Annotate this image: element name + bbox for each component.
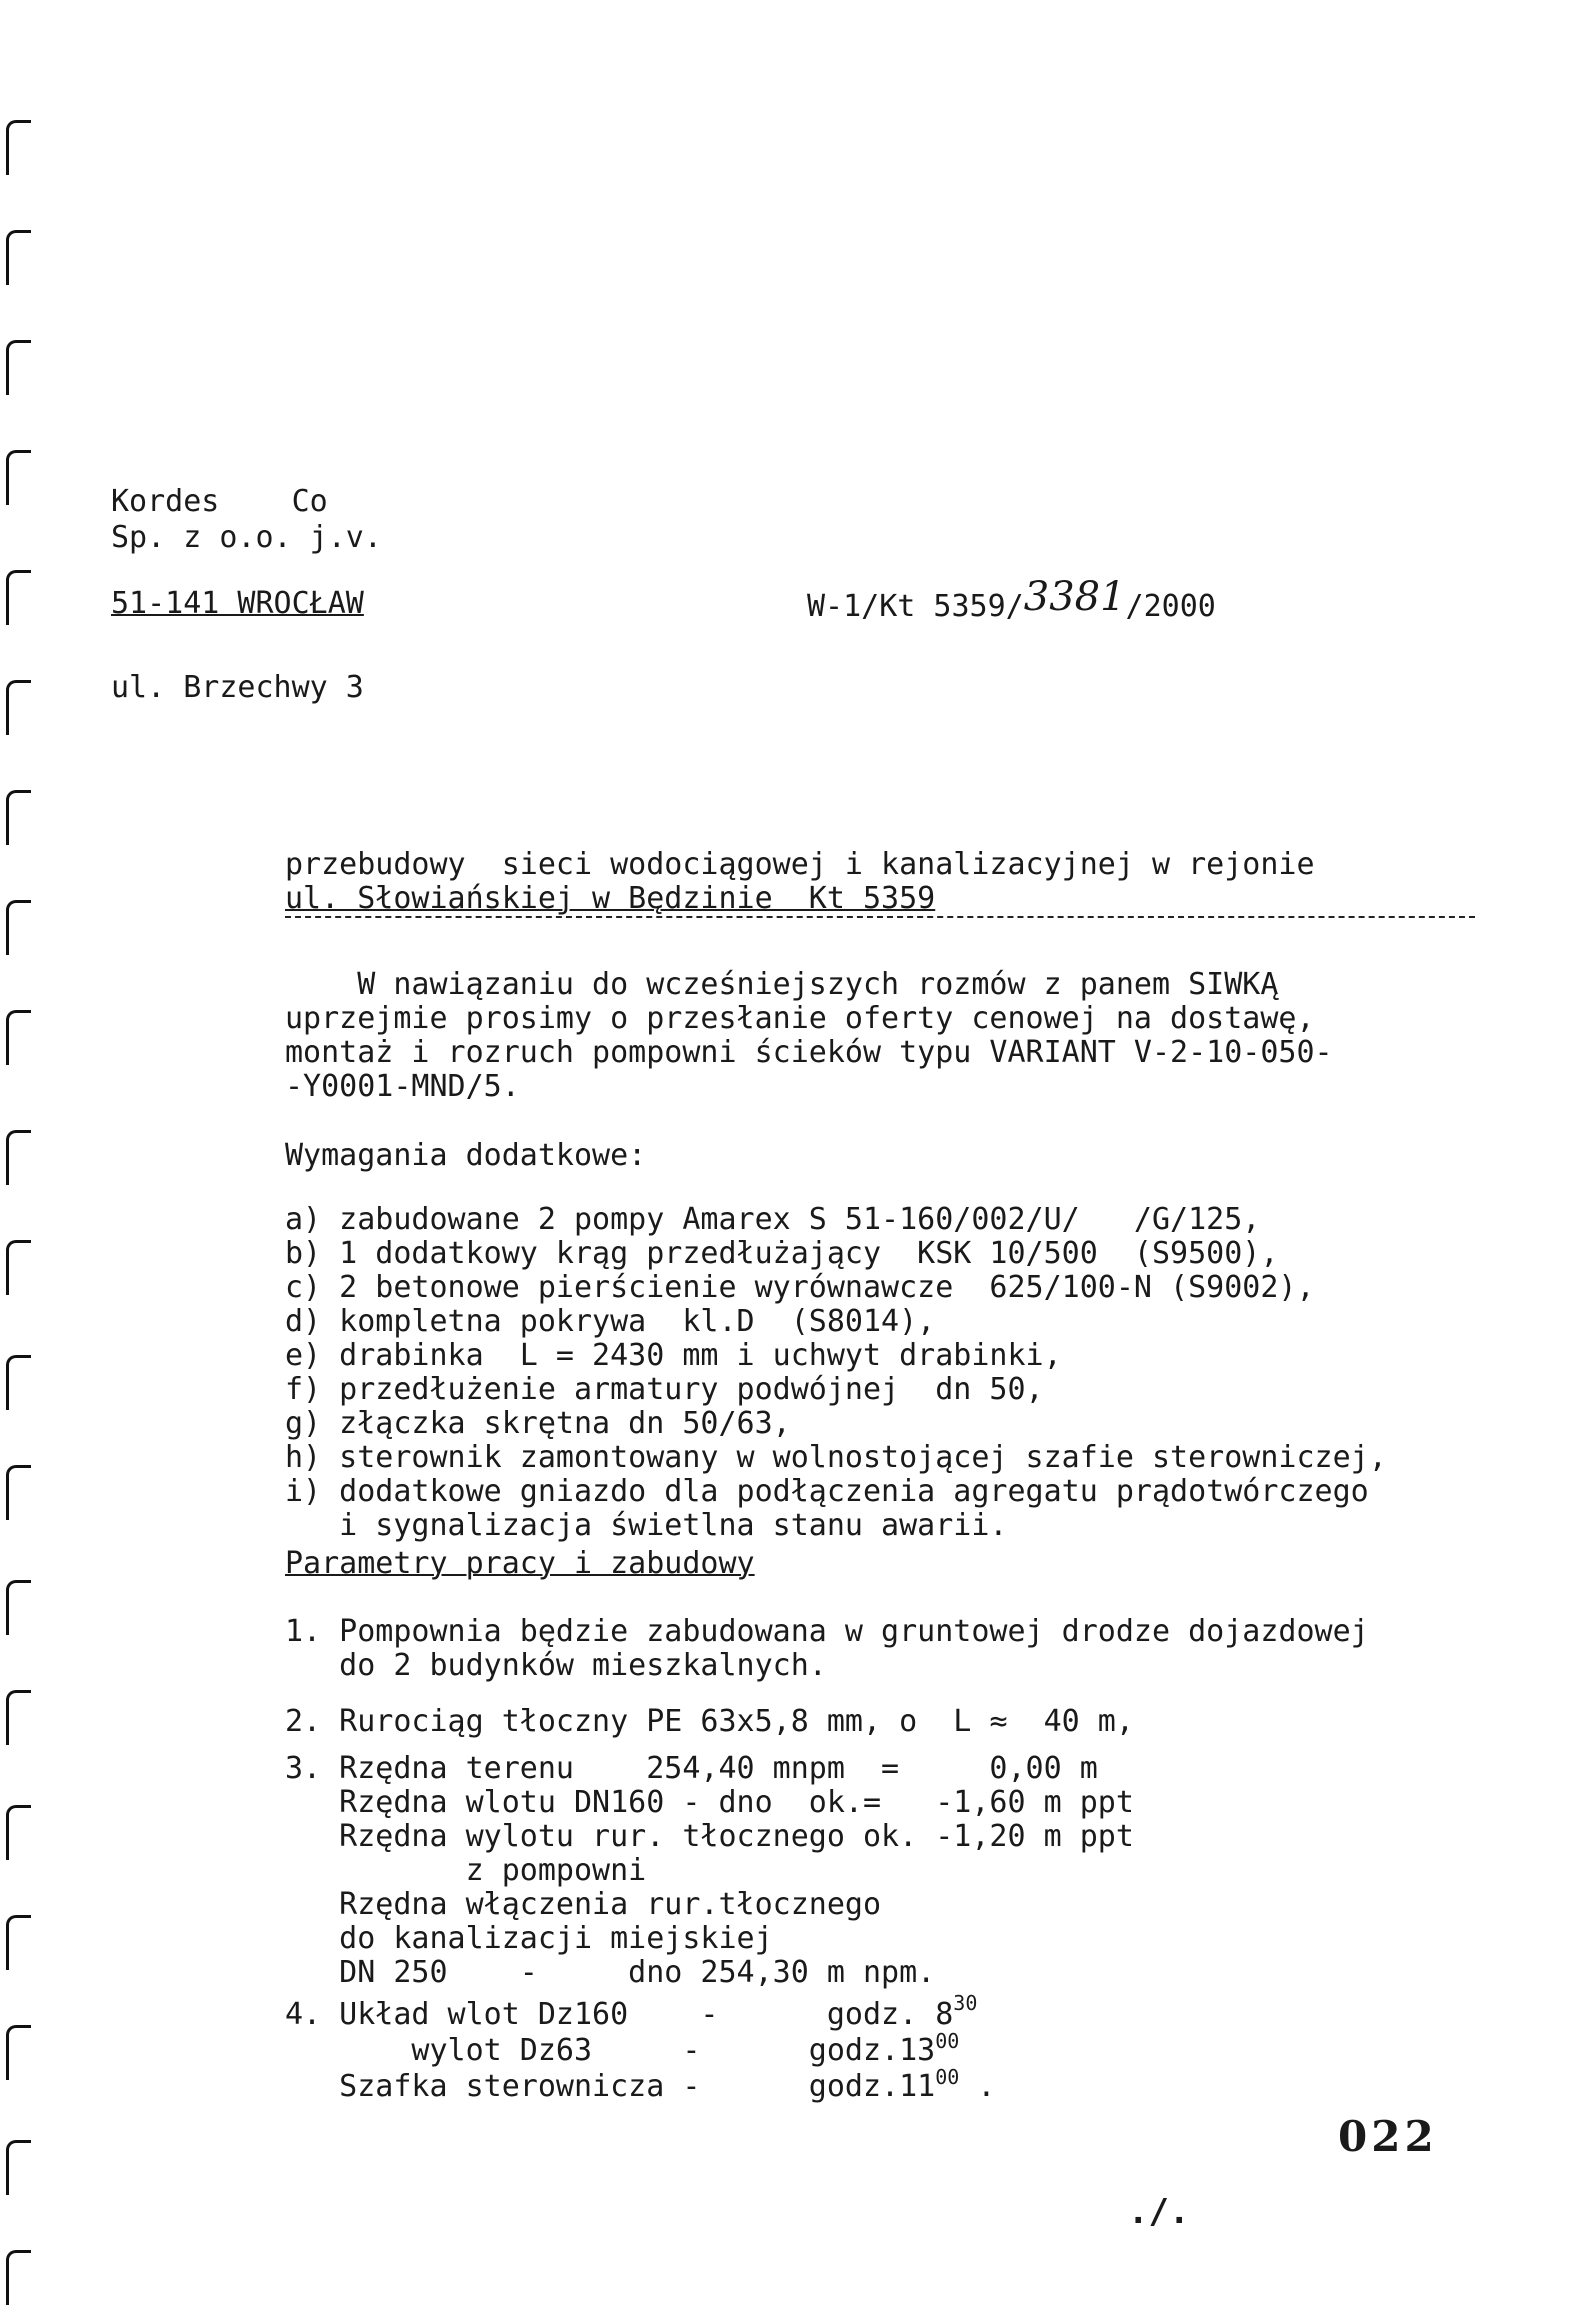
margin-mark [6,1355,31,1410]
subject-line-2: ul. Słowiańskiej w Będzinie Kt 5359 [285,881,936,916]
subject-underline [285,916,1475,918]
list-item: f) przedłużenie armatury podwójnej dn 50, [285,1372,1044,1407]
list-item: c) 2 betonowe pierścienie wyrównawcze 625/100-N (S9002), [285,1270,1315,1305]
reference-prefix: W-1/Kt 5359/ [807,589,1024,624]
list-item: e) drabinka L = 2430 mm i uchwyt drabinki, [285,1338,1062,1373]
sender-company: Sp. z o.o. j.v. [111,520,382,555]
sender-street: ul. Brzechwy 3 [111,670,364,705]
list-item: h) sterownik zamontowany w wolnostojącej szafie sterowniczej, [285,1440,1387,1475]
list-item: d) kompletna pokrywa kl.D (S8014), [285,1304,936,1339]
margin-mark [6,1580,31,1635]
list-item: g) złączka skrętna dn 50/63, [285,1406,791,1441]
parameter-line: Szafka sterownicza - godz.11 [285,2069,936,2104]
reference-handwritten: 3381 [1023,574,1126,620]
margin-mark [6,1010,31,1065]
intro-line: montaż i rozruch pompowni ścieków typu VARIANT V-2-10-050- [285,1035,1333,1070]
margin-mark [6,570,31,625]
parameter-line: Rzędna włączenia rur.tłocznego [285,1887,882,1922]
margin-mark [6,2250,31,2305]
sender-postal-city: 51-141 WROCŁAW [111,586,364,621]
reference-suffix: /2000 [1125,589,1216,624]
parameter-4 [285,1991,996,2106]
requirements-title: Wymagania dodatkowe: [285,1138,647,1173]
parameter-line: do 2 budynków mieszkalnych. [285,1648,827,1683]
time-superscript: 30 [953,1991,978,2015]
parameter-line-end: . [959,2069,996,2104]
margin-mark [6,2025,31,2080]
parameter-line: z pompowni [285,1853,647,1888]
sender-block [111,484,382,556]
parameter-line: wylot Dz63 - godz.13 [285,2033,936,2068]
sender-name: Kordes Co [111,484,328,519]
continuation-mark: ./. [1128,2192,1190,2232]
subject-line-1: przebudowy sieci wodociągowej i kanalizacyjnej w rejonie [285,847,1315,882]
subject [285,848,1315,916]
margin-mark [6,2140,31,2195]
parameter-line: DN 250 - dno 254,30 m npm. [285,1955,936,1990]
margin-mark [6,1915,31,1970]
list-item: i sygnalizacja świetlna stanu awarii. [285,1508,1008,1543]
reference-number [807,574,1216,626]
intro-paragraph [285,968,1333,1104]
margin-mark [6,1805,31,1860]
parameters-title: Parametry pracy i zabudowy [285,1546,755,1581]
parameter-line: 3. Rzędna terenu 254,40 mnpm = 0,00 m [285,1751,1098,1786]
intro-line: uprzejmie prosimy o przesłanie oferty cenowej na dostawę, [285,1001,1315,1036]
list-item: b) 1 dodatkowy krąg przedłużający KSK 10/500 (S9500), [285,1236,1279,1271]
margin-mark [6,1690,31,1745]
margin-mark [6,1240,31,1295]
margin-mark [6,900,31,955]
parameter-line: 1. Pompownia będzie zabudowana w gruntowej drodze dojazdowej [285,1614,1369,1649]
intro-line: -Y0001-MND/5. [285,1069,520,1104]
time-superscript: 00 [935,2029,960,2053]
parameter-2: 2. Rurociąg tłoczny PE 63x5,8 mm, o L ≈ 40 m, [285,1704,1134,1739]
parameter-line: Rzędna wlotu DN160 - dno ok.= -1,60 m ppt [285,1785,1134,1820]
margin-mark [6,340,31,395]
margin-mark [6,680,31,735]
parameter-3 [285,1752,1134,1990]
margin-mark [6,1465,31,1520]
margin-mark [6,1130,31,1185]
intro-line: W nawiązaniu do wcześniejszych rozmów z panem SIWKĄ [285,967,1279,1002]
requirements-list [285,1203,1387,1543]
margin-mark [6,450,31,505]
margin-mark [6,120,31,175]
list-item: i) dodatkowe gniazdo dla podłączenia agregatu prądotwórczego [285,1474,1369,1509]
parameter-line: 4. Układ wlot Dz160 - godz. 8 [285,1997,954,2032]
parameter-line: do kanalizacji miejskiej [285,1921,773,1956]
margin-mark [6,790,31,845]
parameter-1 [285,1615,1369,1683]
time-superscript: 00 [935,2065,960,2089]
margin-mark [6,230,31,285]
parameter-line: Rzędna wylotu rur. tłocznego ok. -1,20 m ppt [285,1819,1134,1854]
list-item: a) zabudowane 2 pompy Amarex S 51-160/002/U/ /G/125, [285,1202,1261,1237]
page-number: 022 [1338,2112,1438,2161]
